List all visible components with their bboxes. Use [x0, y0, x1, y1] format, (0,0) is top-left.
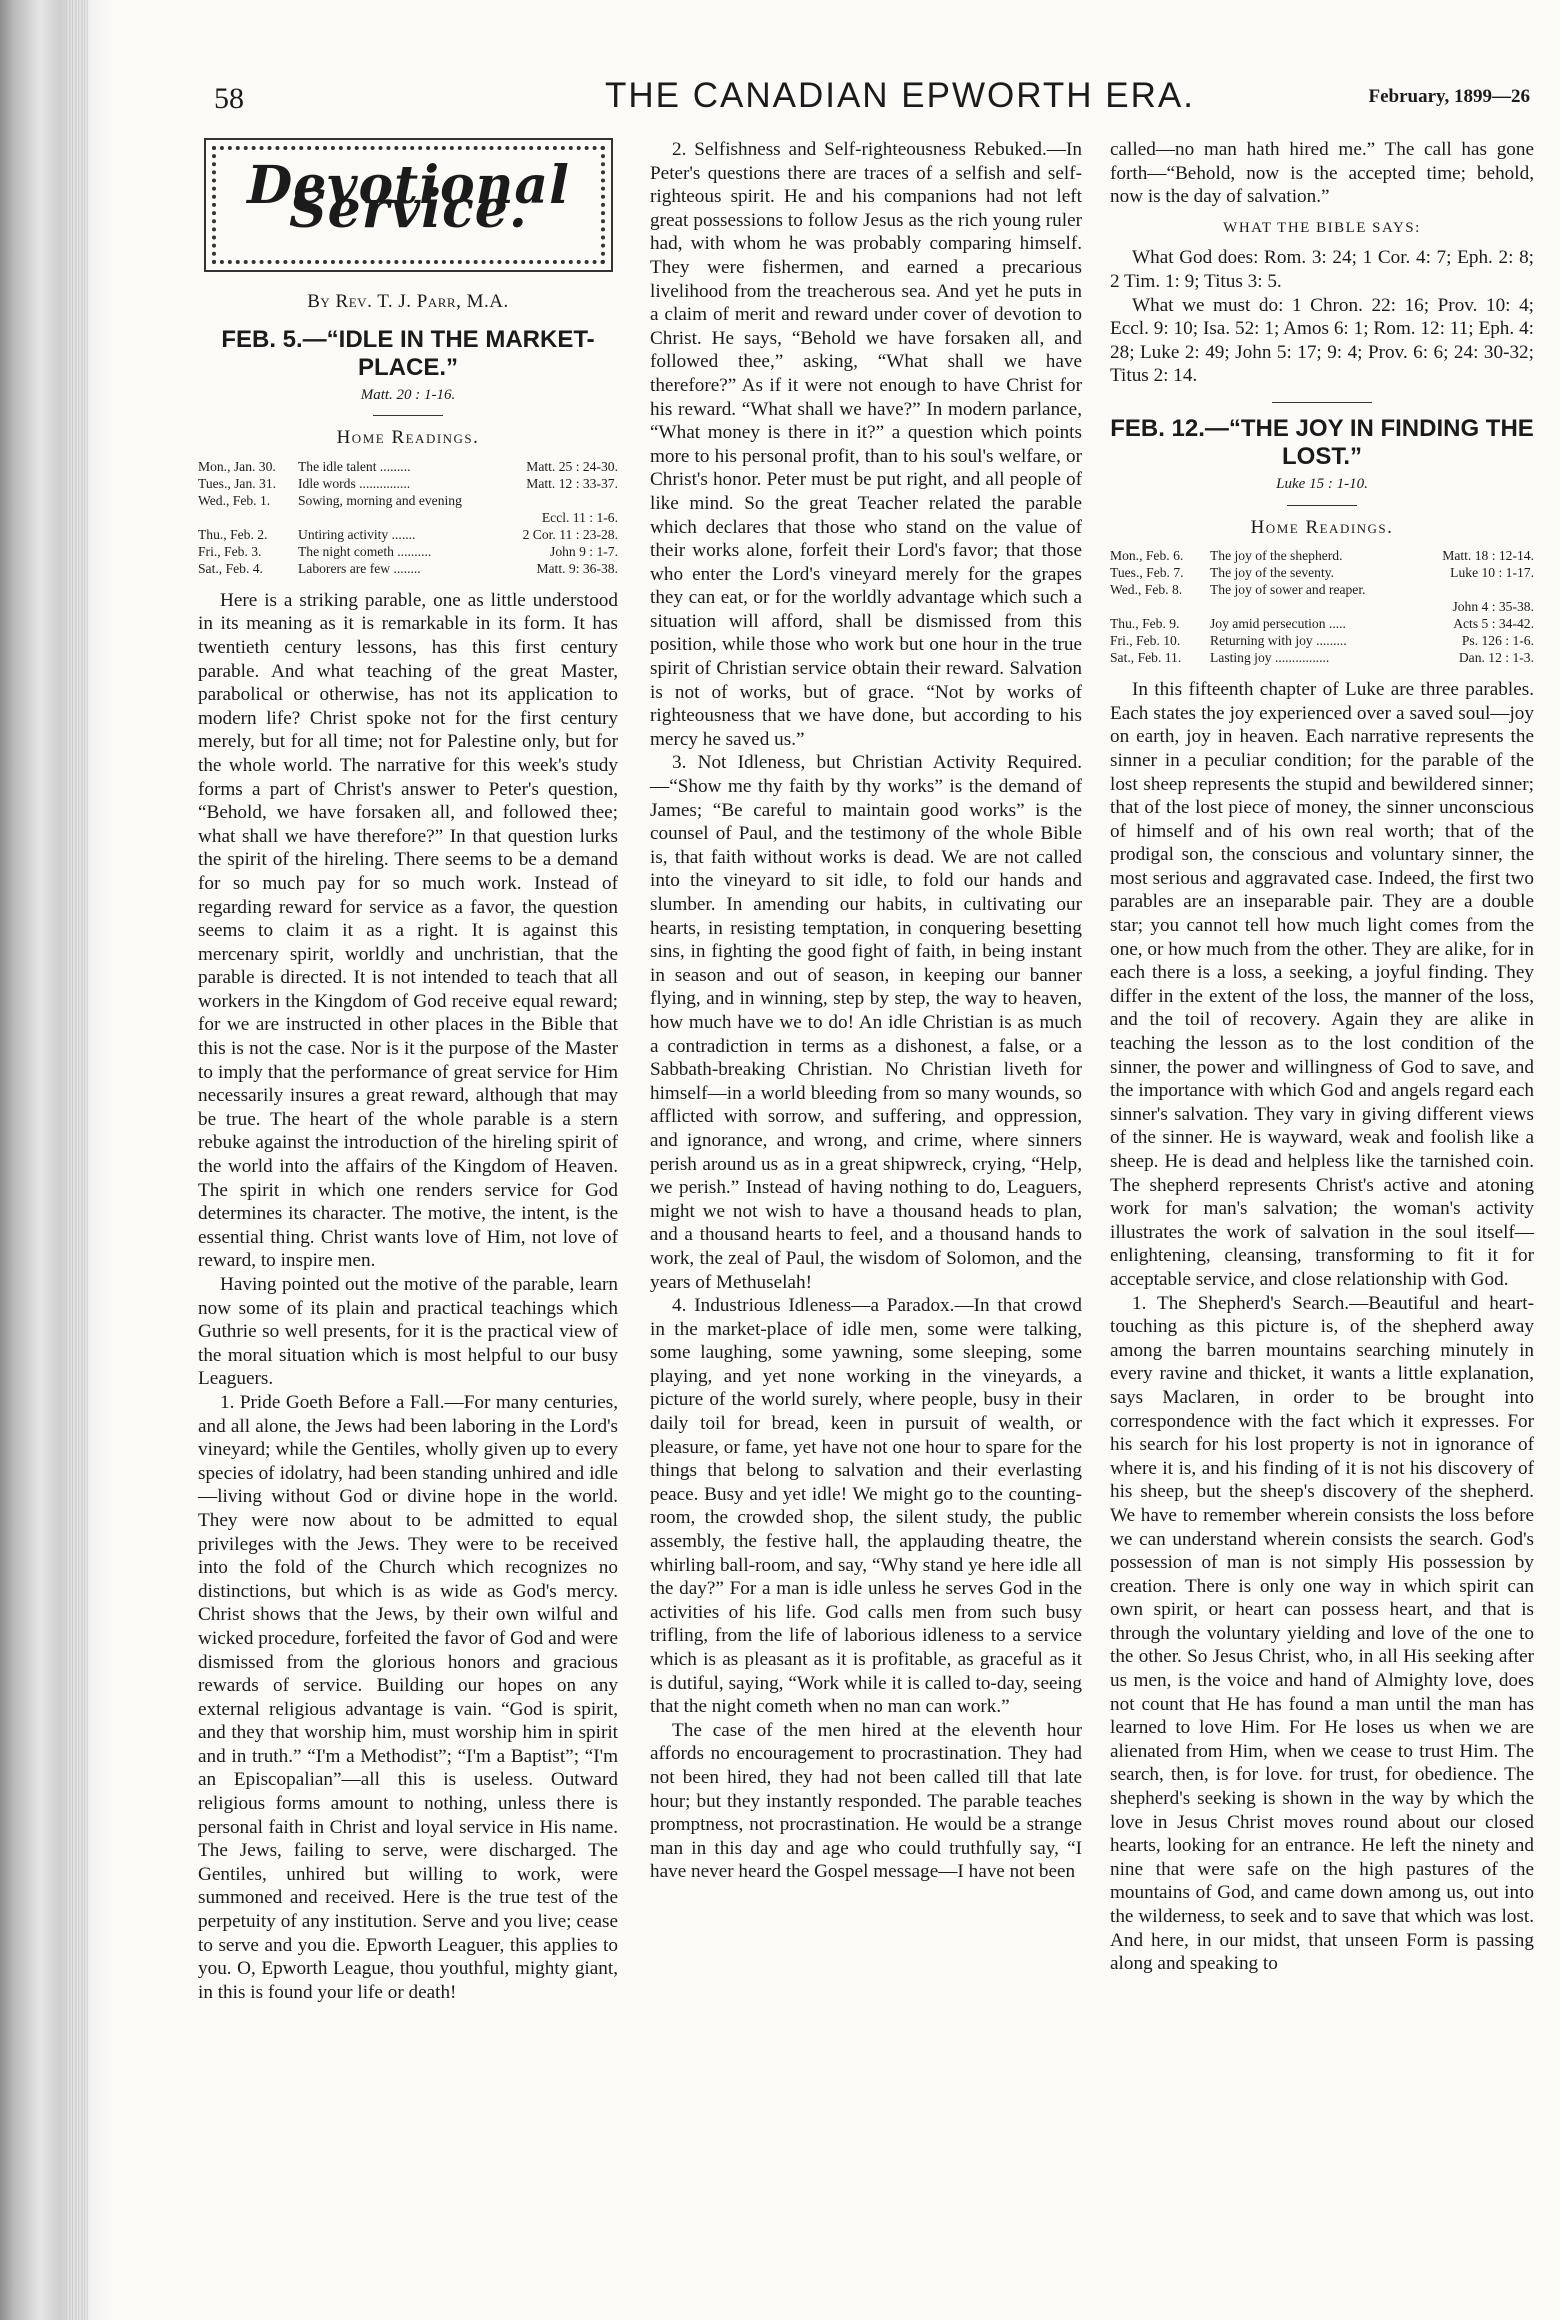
reading-topic: Untiring activity .......	[298, 526, 416, 542]
issue-date: February, 1899—26	[1368, 86, 1530, 107]
author-byline: By Rev. T. J. Parr, M.A.	[307, 291, 509, 312]
reading-row	[1110, 547, 1534, 564]
reading-ref: Matt. 9: 36-38.	[536, 560, 618, 576]
reading-ref: Matt. 25 : 24-30.	[526, 458, 618, 474]
lesson-reference: Matt. 20 : 1-16.	[360, 386, 456, 403]
column-3	[1110, 138, 1534, 1976]
bible-says-we-must-do: What we must do: 1 Chron. 22: 16; Prov. 10: 4; Eccl. 9: 10; Isa. 52: 1; Amos 6: 1; Rom. 12: 11; Eph. 4: 28; Luke 2: 49; John 5: 17; 9: 4; Prov. 6: 6; 24: 30-32; Titus 2: 14.	[1110, 294, 1534, 387]
reading-row	[198, 492, 618, 509]
reading-day: Sat., Feb. 11.	[1110, 650, 1182, 666]
body-paragraph: The case of the men hired at the eleventh hour affords no encouragement to procrastination. They had not been hired, they had not been called till that late hour; but they instantly responded. The parable teaches promptness, not procrastination. He would be a strange man in this day and age who could truthfully say, “I have never heard the Gospel message—I have not been	[650, 1719, 1082, 1883]
lesson-heading: FEB. 12.—“THE JOY IN FINDING THE LOST.”	[1110, 414, 1534, 470]
reading-day: Sat., Feb. 4.	[198, 560, 263, 576]
reading-ref: Ps. 126 : 1-6.	[1461, 633, 1534, 649]
publication-title: THE CANADIAN EPWORTH ERA.	[605, 76, 1195, 115]
reading-row	[1110, 564, 1534, 581]
page-number: 58	[214, 82, 244, 115]
home-readings-title: Home Readings.	[1250, 516, 1394, 538]
page-binding-edge	[0, 0, 112, 2320]
reading-day: Mon., Jan. 30.	[198, 458, 276, 474]
body-paragraph: In this fifteenth chapter of Luke are three parables. Each states the joy experienced over a saved soul—joy on earth, joy in heaven. Each narrative represents the sinner in a peculiar condition; for the parable of the lost sheep represents the stupid and bewildered sinner; that of the lost piece of money, the sinner unconscious of himself and of his own real worth; that of the prodigal son, the conscious and voluntary sinner, the most serious and aggravated case. Indeed, the first two parables are an inseparable pair. They are a double star; you cannot tell how much light comes from the one, or how much from the other. They are alike, for in each there is a loss, a seeking, a joyful finding. They differ in the extent of the loss, the manner of the loss, and the toil of recovery. Again they are alike in teaching the lesson as to the lost condition of the sinner, the power and willingness of God to save, and the importance with which God and angels regard each sinner's salvation. They vary in giving different views of the sinner. He is wayward, weak and foolish like a sheep. He is dead and helpless like the tarnished coin. The shepherd represents Christ's active and atoning work for man's salvation; the woman's activity illustrates the work of salvation in the soul itself—enlightening, cleansing, transforming to fit it for acceptable service, and close relationship with God.	[1110, 679, 1534, 1290]
reading-day: Mon., Feb. 6.	[1110, 548, 1184, 564]
reading-day: Thu., Feb. 9.	[1110, 616, 1180, 632]
lesson-reference: Luke 15 : 1-10.	[1276, 475, 1368, 492]
reading-row	[1110, 615, 1534, 632]
reading-row	[1110, 649, 1534, 666]
reading-topic: The joy of sower and reaper.	[1210, 582, 1366, 598]
reading-ref	[1414, 581, 1534, 598]
reading-ref: Luke 10 : 1-17.	[1450, 565, 1534, 581]
reading-day: Wed., Feb. 8.	[1110, 582, 1183, 598]
divider	[1272, 402, 1372, 403]
reading-row	[198, 475, 618, 492]
home-readings-table	[198, 458, 618, 577]
reading-ref: Matt. 12 : 33-37.	[526, 475, 618, 491]
reading-row	[1110, 598, 1534, 615]
reading-day: Tues., Feb. 7.	[1110, 565, 1184, 581]
lesson-heading: FEB. 5.—“IDLE IN THE MARKET-PLACE.”	[221, 325, 595, 381]
reading-row	[198, 543, 618, 560]
section-banner-title: Devotional Service.	[247, 155, 570, 240]
reading-day: Thu., Feb. 2.	[198, 526, 268, 542]
reading-day: Fri., Feb. 3.	[198, 543, 262, 559]
bible-says-god-does: What God does: Rom. 3: 24; 1 Cor. 4: 7; Eph. 2: 8; 2 Tim. 1: 9; Titus 3: 5.	[1110, 247, 1534, 292]
reading-topic: Lasting joy ................	[1210, 650, 1330, 666]
reading-topic: Sowing, morning and evening	[298, 492, 462, 508]
body-paragraph: 3. Not Idleness, but Christian Activity Required.—“Show me thy faith by thy works” is the demand of James; “Be careful to maintain good works” is the counsel of Paul, and the testimony of the whole Bible is, that faith without works is dead. We are not called into the vineyard to sit idle, to fold our hands and slumber. In amending our habits, in cultivating our hearts, in resisting temptation, in conquering besetting sins, in fighting the good fight of faith, in being instant in season and out of season, in keeping our banner flying, and in winning, step by step, the way to heaven, how much have we to do! An idle Christian is as much a contradiction in terms as a dishonest, a false, or a Sabbath-breaking Christian. No Christian liveth for himself—in a world bleeding from so many wounds, so afflicted with sorrow, and suffering, and oppression, and ignorance, and wrong, and crime, where sinners perish around us as in a great shipwreck, crying, “Help, we perish.” Instead of having nothing to do, Leaguers, might we not wish to have a thousand heads to plan, and a thousand hearts to feel, and a thousand hands to work, the zeal of Paul, the wisdom of Solomon, and the years of Methuselah!	[650, 752, 1082, 1293]
reading-row	[198, 526, 618, 543]
body-paragraph: called—no man hath hired me.” The call has gone forth—“Behold, now is the accepted time; behold, now is the day of salvation.”	[1110, 139, 1534, 208]
divider	[1287, 505, 1357, 506]
reading-day	[1110, 598, 1210, 615]
column-1	[198, 138, 618, 2004]
reading-topic: Laborers are few ........	[298, 560, 421, 576]
body-paragraph: Having pointed out the motive of the parable, learn now some of its plain and practical teachings which Guthrie so well presents, for it is the practical view of the moral situation which is most helpful to our busy Leaguers.	[198, 1274, 618, 1390]
reading-topic: The joy of the seventy.	[1210, 565, 1335, 581]
reading-day	[198, 509, 298, 526]
bible-says-heading: WHAT THE BIBLE SAYS:	[1223, 219, 1421, 236]
reading-ref: Matt. 18 : 12-14.	[1442, 548, 1534, 564]
reading-topic: Joy amid persecution .....	[1210, 616, 1346, 632]
reading-ref: Acts 5 : 34-42.	[1453, 616, 1534, 632]
reading-row	[1110, 632, 1534, 649]
reading-ref: John 9 : 1-7.	[550, 543, 618, 559]
reading-ref: Eccl. 11 : 1-6.	[541, 509, 618, 525]
reading-ref: Dan. 12 : 1-3.	[1458, 650, 1534, 666]
reading-row	[198, 509, 618, 526]
body-paragraph: 2. Selfishness and Self-righteousness Rebuked.—In Peter's questions there are traces of a selfish and self-righteous spirit. He and his companions had not left great possessions to follow Jesus as the rich young ruler had, with whom he was probably comparing himself. They were fishermen, and earned a precarious livelihood from the treacherous sea. And yet he puts in a claim of merit and reward under cover of devotion to Christ. He says, “Behold we have forsaken all, and followed thee,” asking, “What shall we have therefore?” As if it were not enough to have Christ for his reward. “What shall we have?” In modern parlance, “What money is there in it?” a question which points more to his personal profit, than to his soul's welfare, or Christ's honor. Peter must be put right, and all people of like mind. So the great Teacher related the parable which declares that those who stand on the value of their works alone, forfeit their Lord's favor; that those who enter the Lord's vineyard merely for the grapes they can eat, or for the worldly advantage which such a situation will afford, shall be dismissed from this position, while those who work but one hour in the true spirit of Christian service obtain their reward. Salvation is not of works, but of grace. “Not by works of righteousness that we have done, but according to his mercy he saved us.”	[650, 139, 1082, 750]
body-paragraph: 1. The Shepherd's Search.—Beautiful and heart-touching as this picture is, of the shepherd away among the barren mountains searching minutely in every ravine and thicket, it wants a little explanation, says Maclaren, in order to be brought into correspondence with the fact which it expresses. For his search for his lost property is not in ignorance of where it is, and his finding of it is not his discovery of his sheep, but the sheep's discovery of the shepherd. We have to remember wherein consists the loss before we can understand wherein consists the search. God's possession of man is not simply His possession by creation. There is only one way in which spirit can own spirit, or heart can possess heart, and that is through the voluntary yielding and love of the one to the other. So Jesus Christ, who, in all His seeking after us men, is the voice and hand of Almighty love, does not count that He has found a man until the man has learned to love Him. For He loses us when we are alienated from Him, when we cease to trust Him. The search, then, is for love. for trust, for obedience. The shepherd's seeking is shown in the way by which the love in Jesus Christ moves round about our closed hearts, looking for an entrance. He left the ninety and nine that were safe on the high pastures of the mountains of God, and came down among us, out into the wilderness, to seek and to save that which was lost. And here, in our midst, that unseen Form is passing along and speaking to	[1110, 1292, 1534, 1975]
reading-row	[1110, 581, 1534, 598]
reading-row	[198, 458, 618, 475]
reading-ref: John 4 : 35-38.	[1452, 599, 1534, 615]
reading-row	[198, 560, 618, 577]
reading-topic: The idle talent .........	[298, 458, 411, 474]
home-readings-table	[1110, 547, 1534, 666]
reading-topic	[1210, 598, 1414, 615]
reading-day: Tues., Jan. 31.	[198, 475, 277, 491]
reading-ref: 2 Cor. 11 : 23-28.	[522, 526, 618, 542]
body-paragraph: Here is a striking parable, one as little understood in its meaning as it is remarkable in its form. It has twentieth century lessons, has this first century parable. And what teaching of the great Master, parabolical or otherwise, has not its application to modern life? Christ spoke not for the first century merely, but for all time; not for Palestine only, but for the whole world. The narrative for this week's study forms a part of Christ's answer to Peter's question, “Behold, we have forsaken all, and followed thee; what shall we have therefore?” In that question lurks the spirit of the hireling. There seems to be a demand for so much pay for so much work. Instead of regarding reward for service as a favor, the question seems to claim it as a right. It is against this mercenary spirit, worldly and unchristian, that the parable is directed. It is not intended to teach that all workers in the Kingdom of God receive equal reward; for we are instructed in other places in the Bible that this is not the case. Nor is it the purpose of the Master to imply that the performance of great service for Him necessarily insures a great reward, although that may be true. The heart of the whole parable is a stern rebuke against the introduction of the hireling spirit of the world into the affairs of the Kingdom of Heaven. The spirit in which one renders service for God determines its character. The motive, the intent, is the essential thing. Christ wants love of Him, not love of reward, to inspire men.	[198, 589, 618, 1272]
reading-topic: The joy of the shepherd.	[1210, 548, 1343, 564]
reading-topic: Returning with joy .........	[1210, 633, 1347, 649]
reading-ref	[500, 492, 618, 509]
reading-topic: Idle words ...............	[298, 475, 411, 491]
body-paragraph: 4. Industrious Idleness—a Paradox.—In that crowd in the market-place of idle men, some were talking, some laughing, some yawning, some sleeping, some playing, and yet none working in the vineyards, a picture of the world surely, where people, busy in their daily toil for bread, keen in pursuit of wealth, or pleasure, or fame, yet have not one hour to spare for the things that belong to salvation and their everlasting peace. Busy and yet idle! We might go to the counting-room, the crowded shop, the silent study, the public assembly, the festive hall, the applauding theatre, the whirling ball-room, and say, “Why stand ye here idle all the day?” For a man is idle unless he serves God in the activities of his life. God calls men from such busy trifling, from the life of laborious idleness to a service which is as pleasant as it is profitable, as graceful as it is dutiful, saying, “Work while it is called to-day, seeing that the night cometh when no man can work.”	[650, 1295, 1082, 1718]
body-paragraph: 1. Pride Goeth Before a Fall.—For many centuries, and all alone, the Jews had been laboring in the Lord's vineyard; while the Gentiles, wholly given up to every species of idolatry, had been standing unhired and idle—living without God or divine hope in the world. They were now about to be admitted to equal privileges with the Jews. They were to be received into the fold of the Church which recognizes no distinctions, but which is as wide as God's mercy. Christ shows that the Jews, by their own wilful and wicked procedure, forfeited the favor of God and were dismissed from the glorious honors and gracious rewards of service. Building our hopes on any external religious advantage is vain. “God is spirit, and they that worship him, must worship him in spirit and in truth.” “I'm a Methodist”; “I'm a Baptist”; “I'm an Episcopalian”—all this is useless. Outward religious forms amount to nothing, unless there is personal faith in Christ and loyal service in His name. The Jews, failing to serve, were discharged. The Gentiles, unhired but willing to work, were summoned and received. Here is the true test of the perpetuity of any institution. Serve and you live; cease to serve and you die. Epworth Leaguer, this applies to you. O, Epworth League, thou youthful, mighty giant, in this is found your life or death!	[198, 1391, 618, 2003]
home-readings-title: Home Readings.	[336, 427, 480, 449]
reading-topic	[298, 509, 500, 526]
divider	[373, 415, 443, 416]
reading-topic: The night cometh ..........	[298, 543, 432, 559]
page-header	[210, 76, 1530, 122]
column-2	[650, 138, 1082, 1884]
section-banner	[204, 138, 613, 272]
reading-day: Fri., Feb. 10.	[1110, 633, 1181, 649]
reading-day: Wed., Feb. 1.	[198, 492, 271, 508]
